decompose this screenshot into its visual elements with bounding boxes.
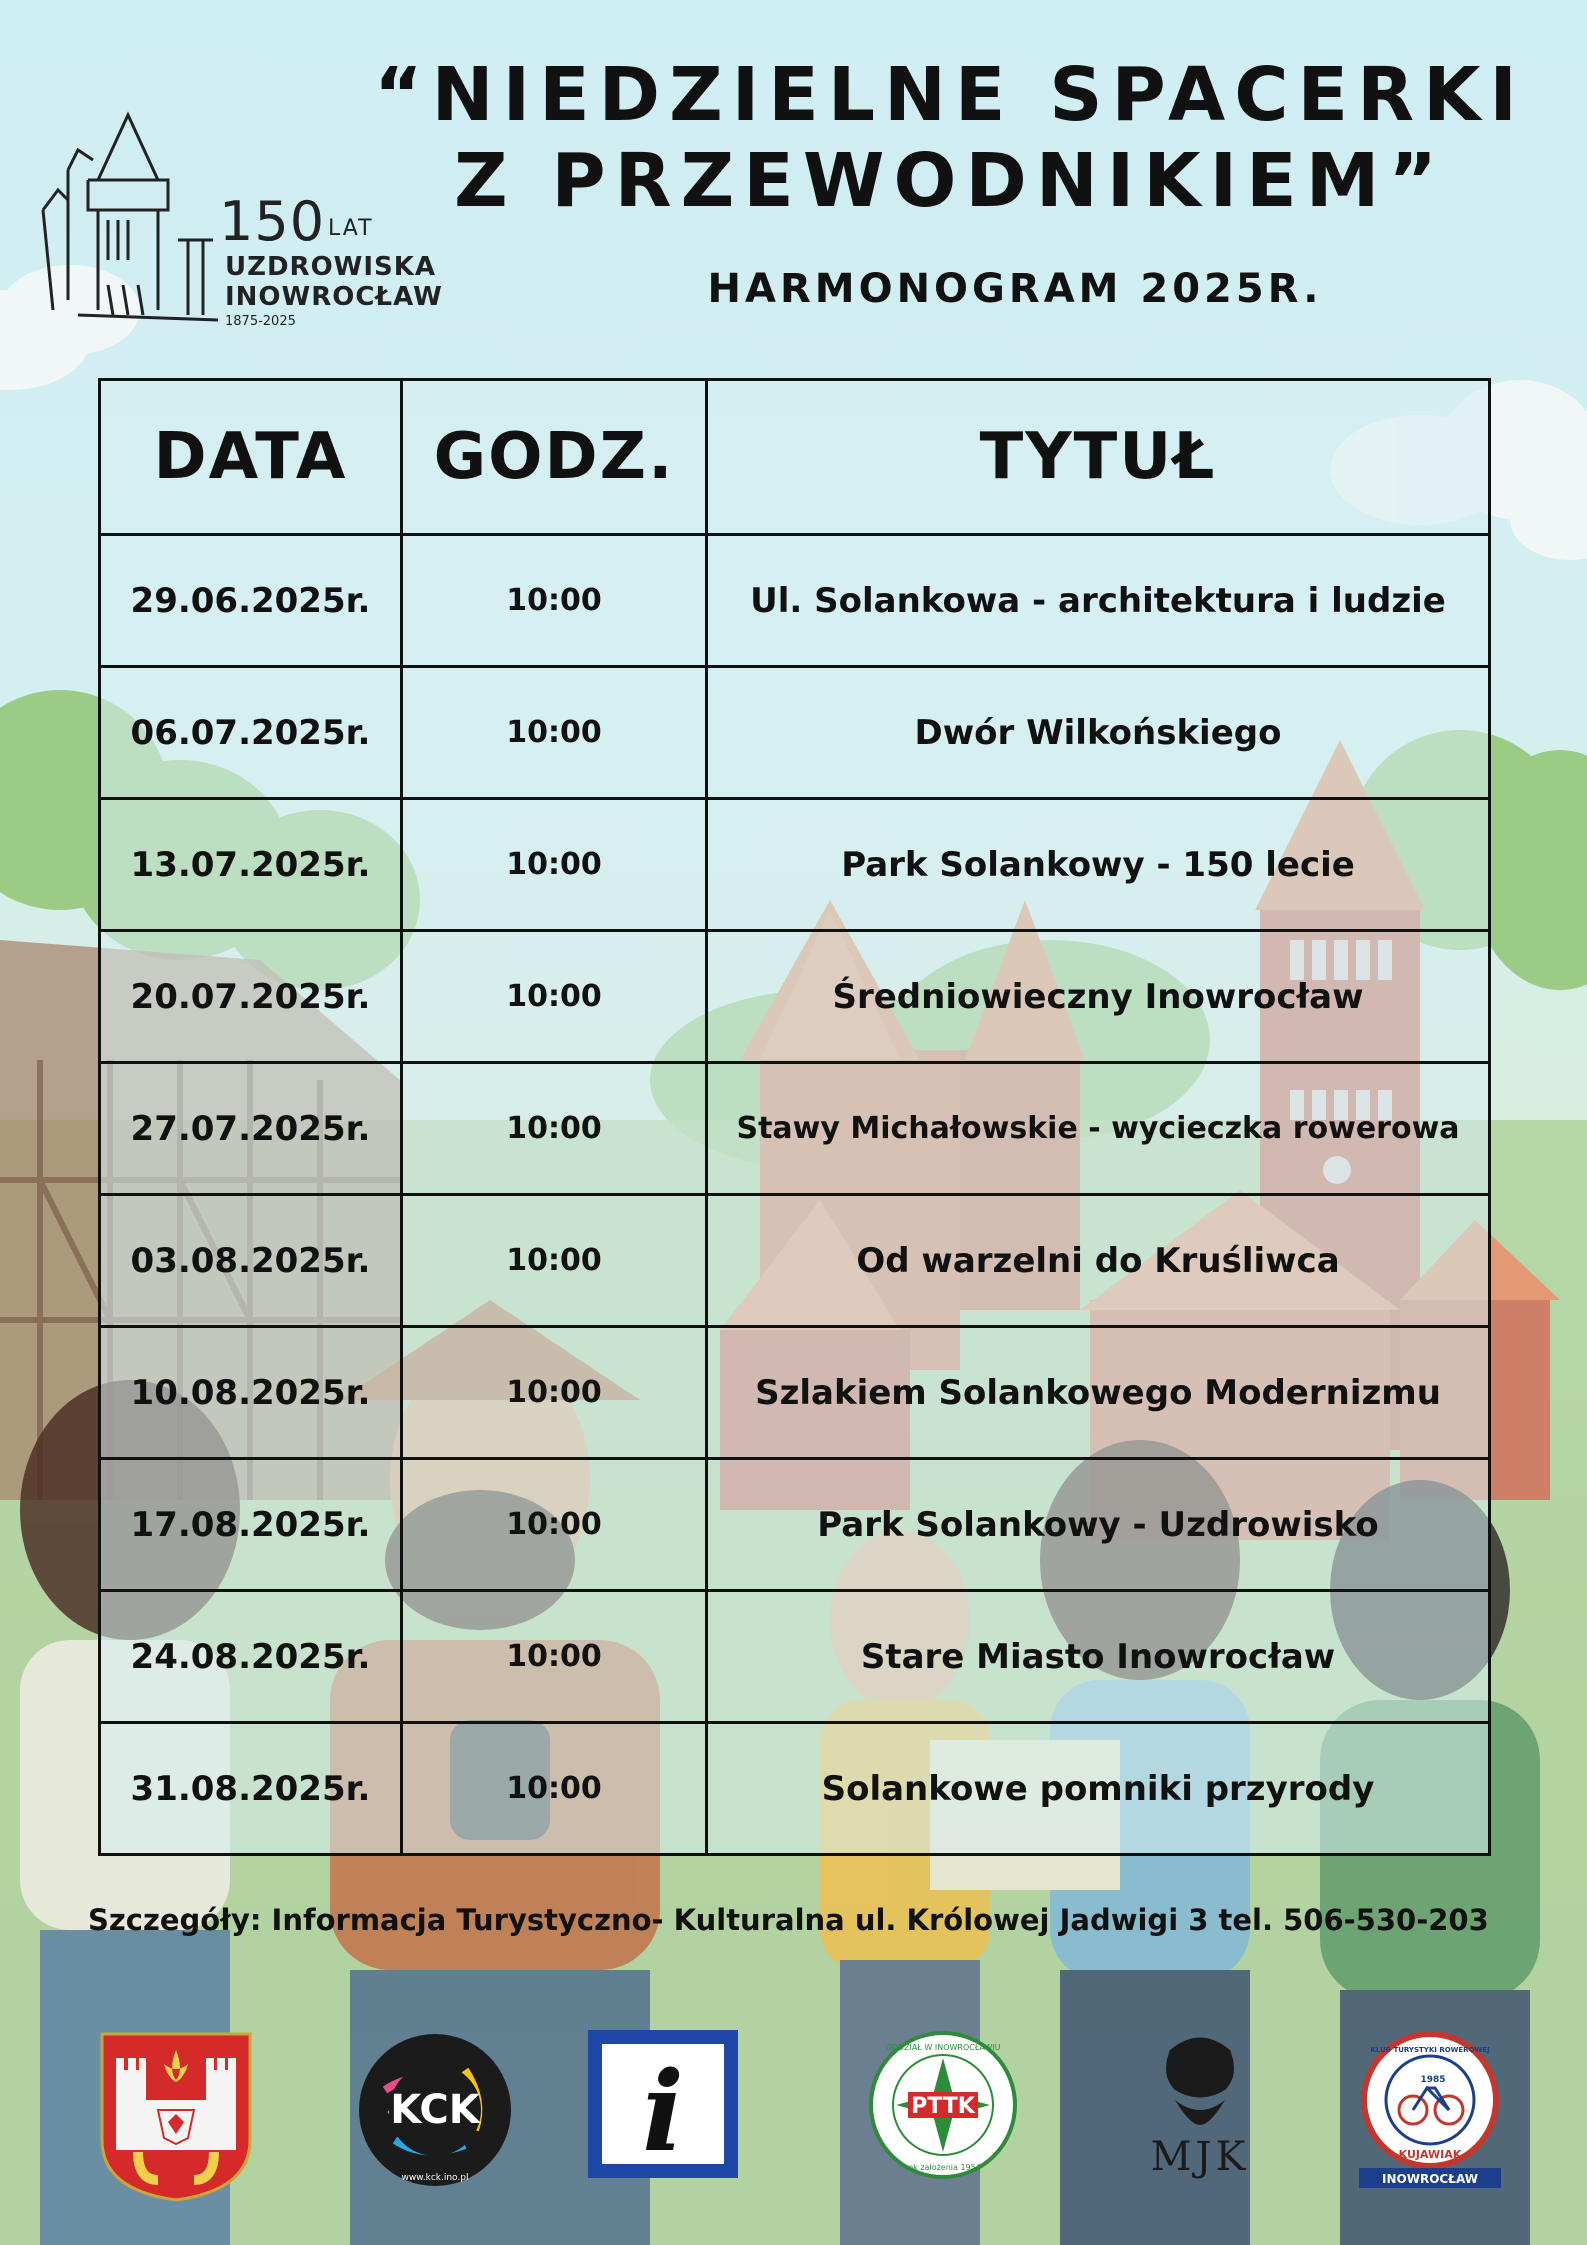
kujawiak-year: 1985 <box>1420 2075 1446 2085</box>
anniversary-line1: UZDROWISKA <box>225 252 437 282</box>
row-time: 10:00 <box>402 1327 707 1459</box>
mjk-logo <box>1130 2030 1270 2180</box>
row-title: Solankowe pomniki przyrody <box>707 1723 1490 1855</box>
row-time: 10:00 <box>402 1459 707 1591</box>
table-header-row <box>100 380 1490 535</box>
header-time: GODZ. <box>402 380 707 535</box>
anniversary-line2: INOWROCŁAW <box>225 282 443 312</box>
table-row <box>100 667 1490 799</box>
tourist-information-logo <box>588 2030 738 2178</box>
anniversary-years: 1875-2025 <box>225 314 296 329</box>
row-date: 29.06.2025r. <box>100 535 402 667</box>
row-time: 10:00 <box>402 535 707 667</box>
poster-title-line1: “NIEDZIELNE SPACERKI <box>374 52 1526 138</box>
table-row <box>100 1459 1490 1591</box>
header-title: TYTUŁ <box>707 380 1490 535</box>
table-row <box>100 1195 1490 1327</box>
table-row <box>100 799 1490 931</box>
row-time: 10:00 <box>402 1195 707 1327</box>
row-time: 10:00 <box>402 931 707 1063</box>
kujawiak-name: KUJAWIAK <box>1398 2148 1462 2161</box>
anniversary-logo <box>38 110 443 330</box>
table-row <box>100 1591 1490 1723</box>
poster-title-line2: Z PRZEWODNIKIEM” <box>454 138 1446 224</box>
row-date: 24.08.2025r. <box>100 1591 402 1723</box>
row-date: 03.08.2025r. <box>100 1195 402 1327</box>
anniversary-number: 150 <box>219 190 326 253</box>
row-title: Ul. Solankowa - architektura i ludzie <box>707 535 1490 667</box>
contact-details: Szczegóły: Informacja Turystyczno- Kulturalna ul. Królowej Jadwigi 3 tel. 506-530-203 <box>88 1903 1489 1937</box>
schedule-table <box>98 378 1491 1856</box>
row-date: 10.08.2025r. <box>100 1327 402 1459</box>
row-time: 10:00 <box>402 667 707 799</box>
row-time: 10:00 <box>402 799 707 931</box>
row-title: Od warzelni do Kruśliwca <box>707 1195 1490 1327</box>
row-date: 06.07.2025r. <box>100 667 402 799</box>
poster-subtitle: HARMONOGRAM 2025R. <box>707 266 1323 312</box>
row-title: Szlakiem Solankowego Modernizmu <box>707 1327 1490 1459</box>
row-title: Stare Miasto Inowrocław <box>707 1591 1490 1723</box>
row-title: Średniowieczny Inowrocław <box>707 931 1490 1063</box>
pttk-ring-bottom: rok założenia 1954 <box>905 2163 981 2172</box>
kujawiak-logo <box>1355 2030 1505 2190</box>
row-time: 10:00 <box>402 1591 707 1723</box>
kujawiak-ring-text: KLUB TURYSTYKI ROWEROWEJ <box>1370 2046 1490 2054</box>
row-date: 17.08.2025r. <box>100 1459 402 1591</box>
castle-tower-icon <box>38 110 218 330</box>
table-row <box>100 535 1490 667</box>
pttk-logo <box>868 2030 1018 2180</box>
row-date: 27.07.2025r. <box>100 1063 402 1195</box>
header-date: DATA <box>100 380 402 535</box>
kck-logo-url: www.kck.ino.pl <box>401 2173 469 2183</box>
row-date: 20.07.2025r. <box>100 931 402 1063</box>
info-icon: i <box>642 2047 684 2176</box>
table-row <box>100 1063 1490 1195</box>
row-date: 31.08.2025r. <box>100 1723 402 1855</box>
kck-logo-text: KCK <box>390 2087 480 2133</box>
row-time: 10:00 <box>402 1723 707 1855</box>
row-date: 13.07.2025r. <box>100 799 402 931</box>
kujawiak-city: INOWROCŁAW <box>1382 2172 1478 2186</box>
partner-logos <box>0 2030 1587 2220</box>
table-row <box>100 1723 1490 1855</box>
row-title: Park Solankowy - 150 lecie <box>707 799 1490 931</box>
table-row <box>100 931 1490 1063</box>
table-row <box>100 1327 1490 1459</box>
row-title: Stawy Michałowskie - wycieczka rowerowa <box>707 1063 1490 1195</box>
row-time: 10:00 <box>402 1063 707 1195</box>
pttk-ring-top: ODDZIAŁ W INOWROCŁAWIU <box>885 2043 1001 2052</box>
anniversary-lat: LAT <box>328 216 374 241</box>
row-title: Park Solankowy - Uzdrowisko <box>707 1459 1490 1591</box>
mjk-logo-text: MJK <box>1150 2134 1250 2180</box>
coat-of-arms-logo <box>98 2030 254 2202</box>
row-title: Dwór Wilkońskiego <box>707 667 1490 799</box>
kck-logo <box>355 2030 515 2190</box>
pttk-logo-text: PTTK <box>911 2094 975 2119</box>
